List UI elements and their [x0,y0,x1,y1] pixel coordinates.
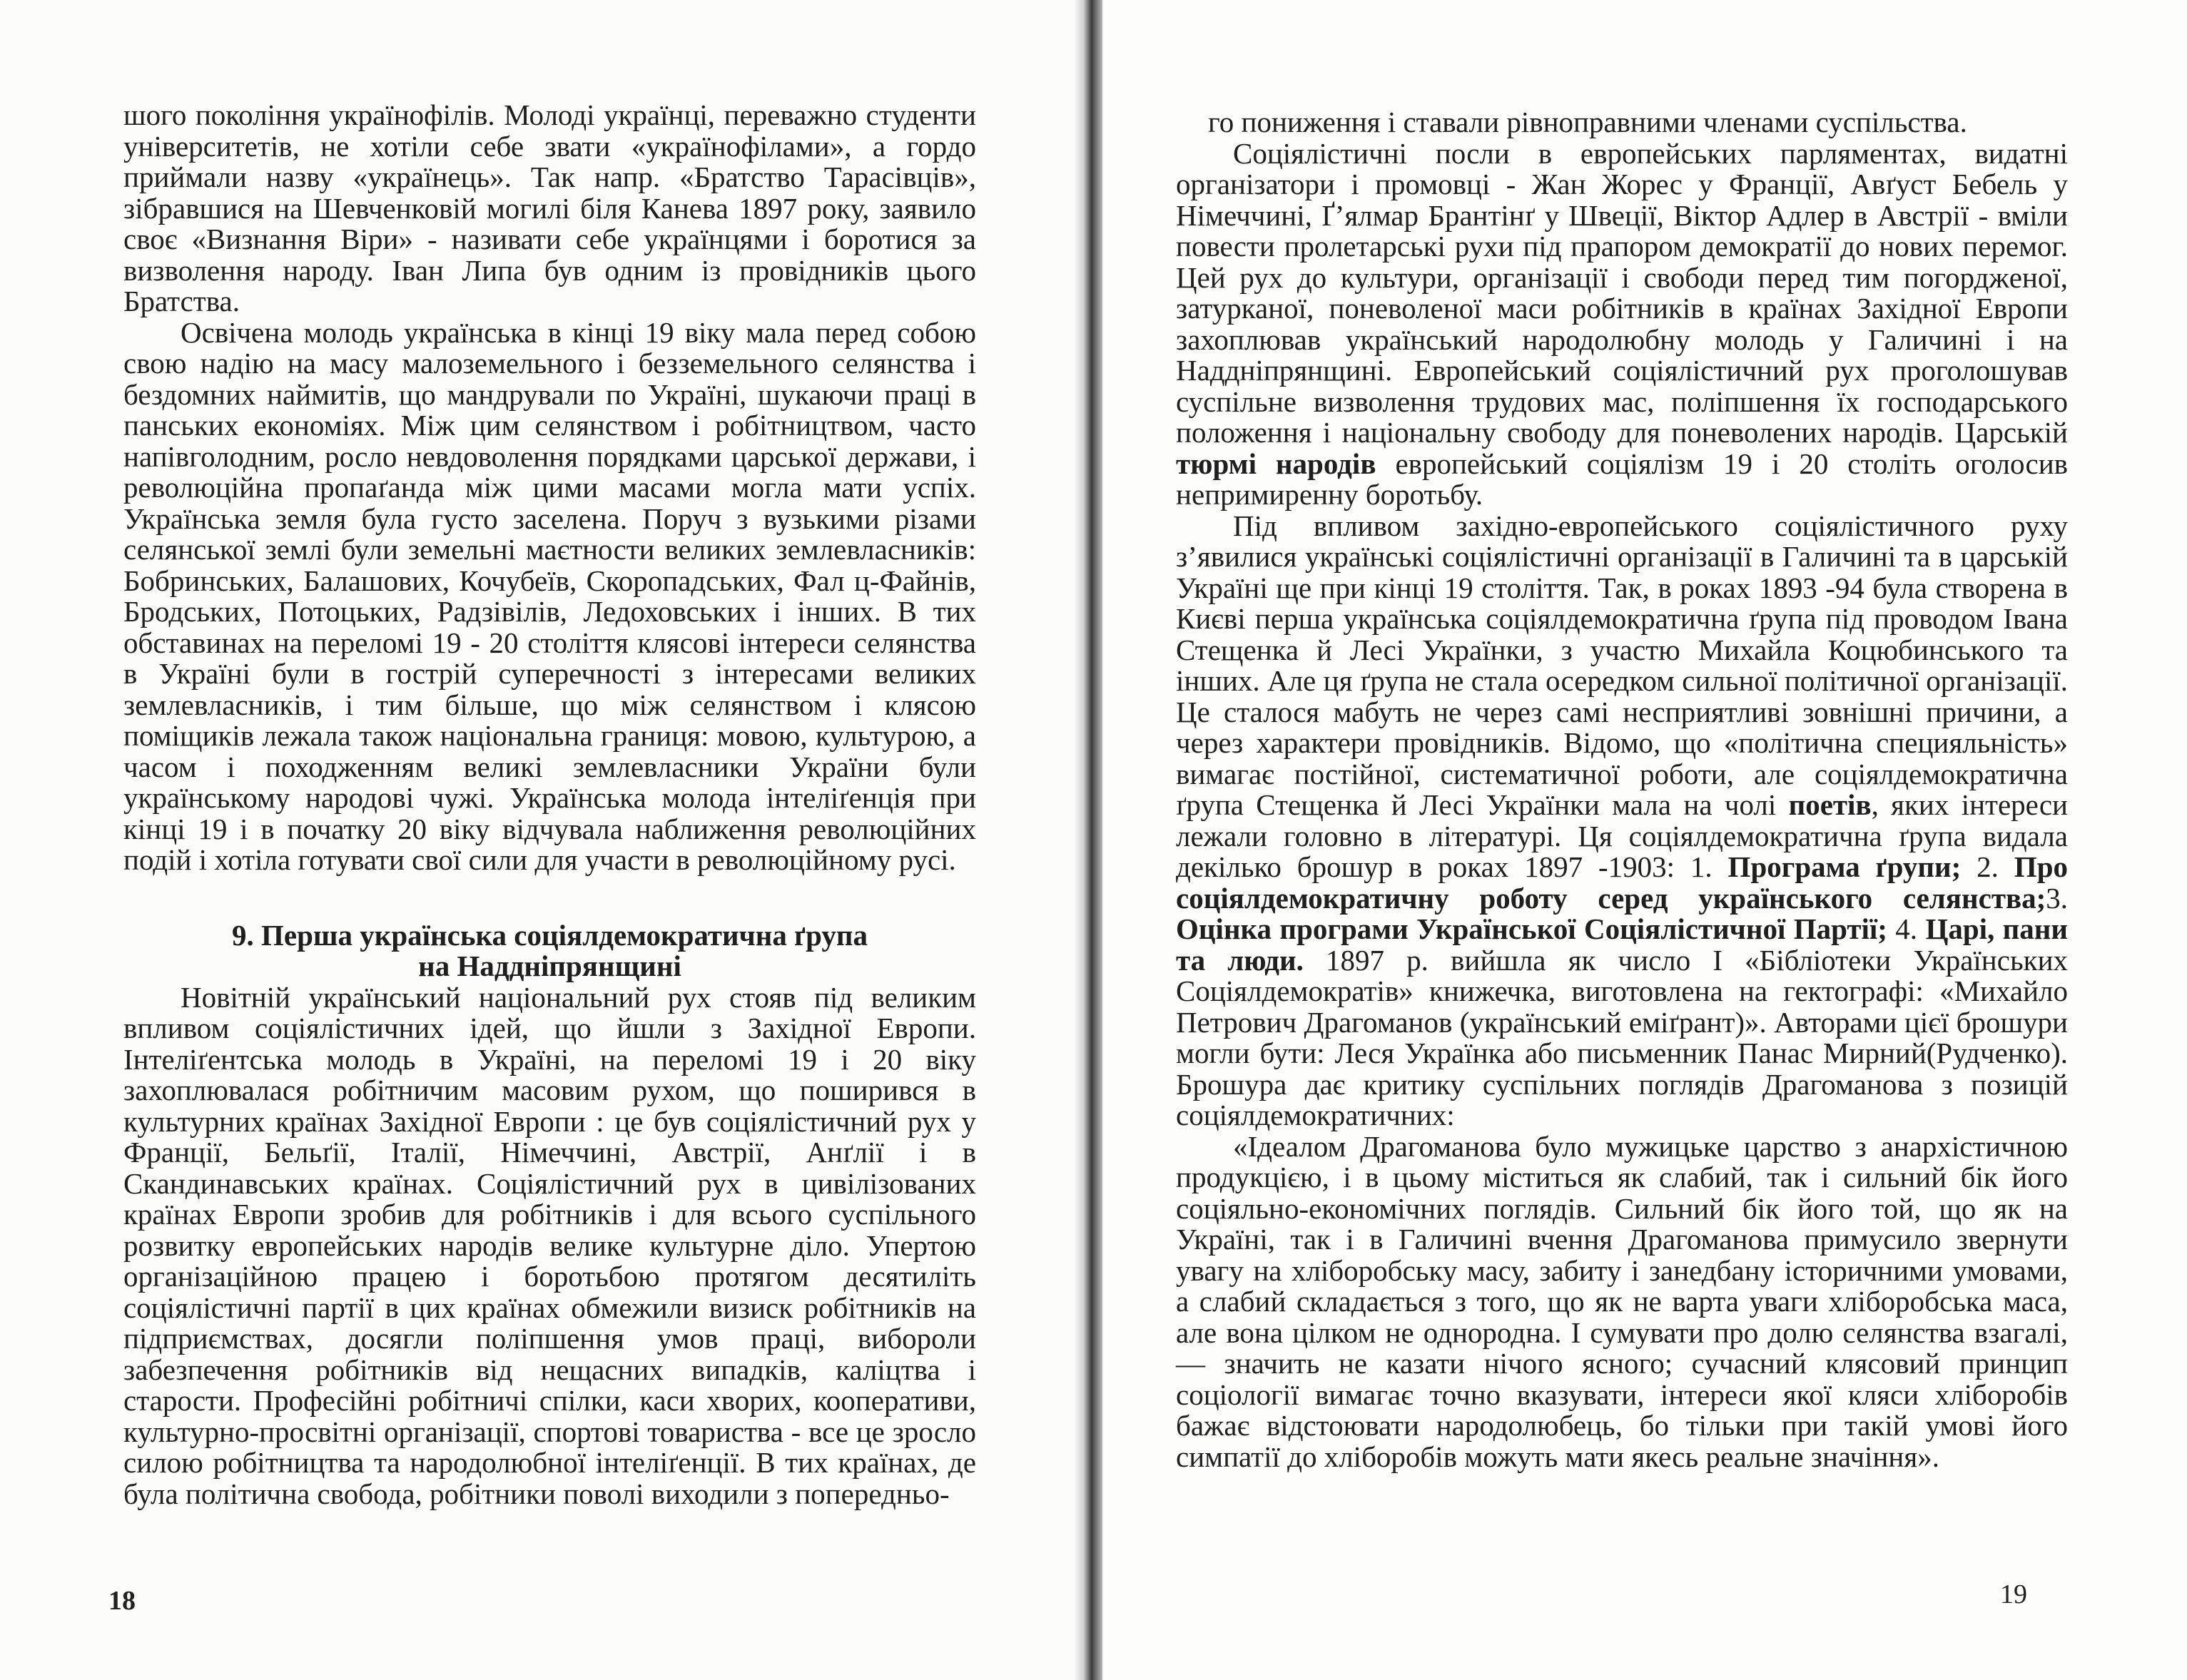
brochure-title-2: Про соціялдемократичну роботу серед українського селянства; [1176,850,2068,915]
text-run: 2. [1961,850,1999,883]
text-run: Соціялістичні посли в европейських парляментах, видатні організатори і промовці - Жан Жорес у Франції, Авґуст Бебель у Німеччині, Ґ’ялмар Брантінґ у Швеції, Віктор Адлер в Австрії - вміли повести пролетарські рухи під прапором демократії до нових перемог. Цей рух до культури, організації і свободи перед тим погорджeної, затурканої, поневоленої маси робітників в країнах Західної Европи захоплював український народолюбну молодь у Галичині і на Наддніпрянщині. Европейський соціялістичний рух проголошував суспільне визволення трудових мас, поліпшення їх господарського положення і національну свободу для поневолених народів. Царській [1176,136,2068,449]
left-page [0,0,1081,1680]
right-page-text [1176,107,2068,1472]
text-run: 3. [2046,881,2068,915]
section-title-line-2: на Наддніпрянщині [418,950,681,982]
paragraph [1176,511,2068,1131]
section-heading [123,920,976,982]
brochure-title-4: Царі, пани та люди. [1176,912,2069,977]
paragraph: Освічена молодь українська в кінці 19 віку мала перед собою свою надію на масу малоземельного і безземельного селянства і бездомних наймитів, що мандрували по Україні, шукаючи праці в панських економіях. Між цим селянством і робітництвом, часто напівголодним, росло невдоволення порядками царської держави, і революційна пропаґанда між цими масами могла мати успіх. Українська земля була густо заселена. Поруч з вузькими різами селянської землі були земельні маєтности великих землевласників: Бобринських, Балашових, Кочубеїв, Скоропадських, Фал ц-Файнів, Бродських, Потоцьких, Радзівілів, Ледоховських і інших. В тих обставинах на переломі 19 - 20 століття клясові інтереси селянства в Україні були в гострій суперечності з інтересами великих землевласників, і тим більше, що між селянством і клясою поміщиків лежала також національна границя: мовою, культурою, а часом і походженням великі землевласники України були українському народові чужі. Українська молода інтеліґенція при кінці 19 і в початку 20 віку відчувала наближення революційних подій і хотіла готувати свої сили для участи в революційному русі. [123,315,976,876]
text-run: европейський соціялізм 19 і 20 століть оголосив непримиренну боротьбу. [1176,447,2068,511]
quotation: «Ідеалом Драгоманова було мужицьке царство з анархістичною продукцією, і в цьому міститься як слабий, так і сильний бік його соціяльно-економічних поглядів. Сильний бік його той, що як на Україні, так і в Галичині вчення Драгоманова примусило звернути увагу на хліборобську масу, забиту і занедбану історичними умовами, а слабий складається з того, що як не варта уваги хліборобська маса, але вона цілком не однородна. І сумувати про долю селянства взагалі, — значить не казати нічого ясного; сучасний клясовий принцип соціології вимагає точно вказувати, інтереси якої кляси хліборобів бажає відстоювати народолюбець, бо тільки при такій умові його симпатії до хліборобів можуть мати якесь реальне значіння». [1176,1129,2068,1473]
text-run: , яких інтереси лежали головно в літературі. Ця соціялдемократична ґрупа видала декілько брошур в роках 1897 -1903: 1. [1176,788,2068,883]
left-page-text [123,100,976,1510]
text-run: 1897 р. вийшла як число I «Бібліотеки Українських Соціялдемократів» книжечка, виготовлена на гектографі: «Михайло Петрович Драгоманов (український еміґрант)». Авторами цієї брошури могли бути: Леся Українка або письменник Панас Мирний(Рудченко). Брошура дає критику суспільних поглядів Драгоманова з позицій соціялдемократичних: [1176,943,2069,1131]
page-number: 19 [2000,1579,2027,1609]
paragraph: Новітній український національний рух стояв під великим впливом соціялістичних ідей, що йшли з Західної Европи. Інтеліґентська молодь в Україні, на переломі 19 і 20 віку захоплювалася робітничим масовим рухом, що поширився в культурних країнах Західної Европи : це був соціялістичний рух у Франції, Бельґії, Італії, Німеччині, Австрії, Анґлії і в Скандинавських країнах. Соціялістичний рух в цивілізованих країнах Европи зробив для робітників і для всього суспільного розвитку европейських народів велике культурне діло. Упертою організаційною працею і боротьбою протягом десятиліть соціялістичні партії в цих країнах обмежили визиск робітників на підприємствах, досягли поліпшення умов праці, виборoли забезпечення робітників від нещасних випадків, каліцтва і старости. Професійні робітничі спілки, каси хворих, кооперативи, культурно-просвітні організації, спортові товариства - все це зросло силою робітництва та народолюбної інтеліґенції. В тих країнах, де була політична свобода, робітники поволі виходили з попередньо- [123,980,976,1510]
text-run: 4. [1887,912,1918,945]
page-number: 18 [108,1586,136,1616]
right-page [1102,0,2187,1680]
section-title-line-1: Перша українська соціялдемократична ґрупа [260,918,868,952]
brochure-title-3: Оцінка програми Української Соціялістичної Партії; [1176,912,1887,945]
text-run: Під впливом західно-европейського соціялістичного руху з’явилися українські соціялістичні організації в Галичині та в царській Україні ще при кінці 19 століття. Так, в роках 1893 -94 була створена в Києві перша українська соціялдемократична ґрупа під проводом Івана Стещенка й Лесі Українки, з участю Михайла Коцюбинського та інших. Але ця ґрупа не стала осередком сильної політичної організації. Це сталося мабуть не через самі несприятливі зовнішні причини, а через характери провідників. Відомо, що «політична специяльність» вимагає постійної, систематичної роботи, але соціялдемократична ґрупа Стещенка й Лесі Українки мала на чолі [1176,509,2068,821]
paragraph: шого покоління українофілів. Молоді українці, переважно студенти університетів, не хотіли себе звати «українофілами», а гордо приймали назву «українець». Так напр. «Братство Тарасівців», зібравшися на Шевченковій могилі біля Канева 1897 року, заявило своє «Визнання Віри» - називати себе українцями і боротися за визволення народу. Іван Липа був одним із провідників цього Братства. [123,98,976,317]
paragraph [1176,138,2068,511]
paragraph: го пониження і ставали рівноправними членами суспільства. [1208,106,1967,138]
section-number: 9. [231,918,254,952]
bold-phrase: тюрмі народів [1176,447,1376,480]
bold-phrase: поетів [1788,788,1872,821]
brochure-title-1: Програма ґрупи; [1727,850,1962,883]
